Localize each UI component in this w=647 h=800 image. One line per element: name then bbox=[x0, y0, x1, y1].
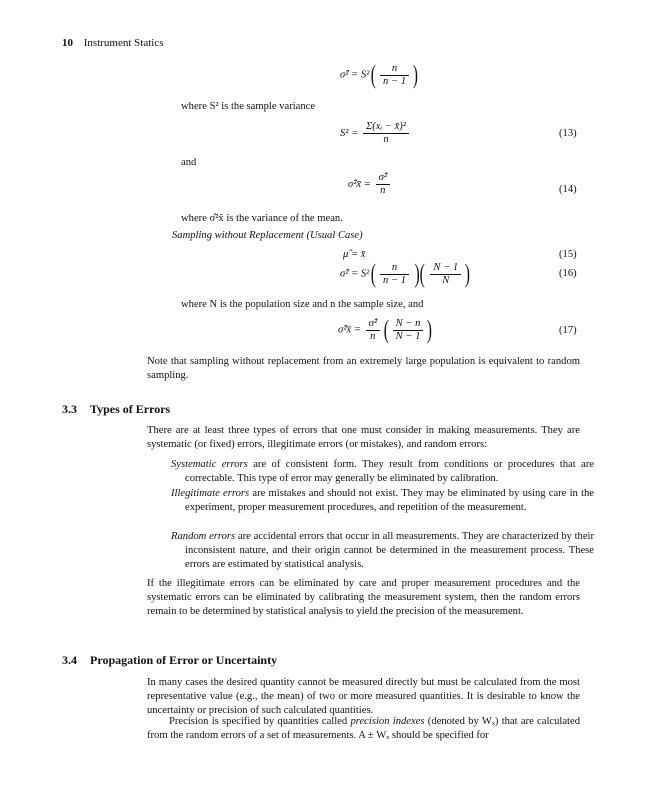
para2-end: (denoted by Wₓ) that are calculated from the random errors of a set of measurements. A ± Wₓ should be specified for bbox=[147, 716, 580, 741]
section-3-3-intro: There are at least three types of errors that one must consider in making measurements. They are systematic (or fixed) errors, illegitimate errors (or mistakes), and random errors: bbox=[147, 425, 580, 450]
eq16-num2: N − 1 bbox=[430, 262, 461, 275]
running-title: Instrument Statics bbox=[83, 37, 164, 49]
section-3-4-title: Propagation of Error or Uncertainty bbox=[90, 653, 278, 667]
eq17-den1: n bbox=[370, 330, 376, 342]
text-illegitimate: are mistakes and should not exist. They may be eliminated by using care in the experiment, proper measurement procedures, and repetition of the measurement. bbox=[185, 488, 594, 513]
eq13-den: n bbox=[383, 134, 389, 145]
eq14-label: (14) bbox=[559, 184, 577, 195]
section-3-3-closing: If the illegitimate errors can be eliminated by care and proper measurement procedures and the systematic errors can be eliminated by calibrating the measurement system, then the random errors remain to be determined by statistical analysis to yield the precision of the measurement. bbox=[147, 578, 580, 617]
population-note: where N is the population size and n the sample size, and bbox=[181, 299, 424, 310]
eq-top-lhs: σ̂² = S² bbox=[340, 69, 370, 81]
variance-mean-text: where σ̂²x̄ is the variance of the mean. bbox=[181, 213, 343, 224]
section-3-3-heading bbox=[62, 402, 170, 417]
list-item-illegitimate bbox=[171, 487, 594, 515]
eq17-den2: N − 1 bbox=[395, 330, 421, 342]
equation-16: σ̂² = S²( $\frac{n}{n - 1}$ )( $\frac{N - 1}{N}$ ) bbox=[340, 259, 471, 288]
para2-term: precision indexes bbox=[350, 716, 425, 727]
eq16-den1: n − 1 bbox=[383, 274, 407, 286]
term-random: Random errors bbox=[171, 531, 236, 542]
text-random: are accidental errors that occur in all measurements. They are characterized by their inconsistent nature, and their origin cannot be determined in the measurement process. These errors are estimated by statistical analysis. bbox=[185, 531, 595, 570]
subsection-heading: Sampling without Replacement (Usual Case) bbox=[172, 230, 363, 241]
list-item-random bbox=[171, 530, 594, 572]
text-systematic: are of consistent form. They result from conditions or procedures that are correctable. This type of error may generally be eliminated by calibration. bbox=[185, 459, 594, 484]
section-3-3-number: 3.3 bbox=[62, 402, 77, 416]
section-3-4-heading bbox=[62, 653, 277, 668]
equation-14 bbox=[348, 172, 392, 197]
eq16-lhs: σ̂² = S² bbox=[340, 268, 370, 280]
eq17-num2: N − n bbox=[393, 318, 424, 331]
eq13-num: Σ(xᵢ − x̄)² bbox=[363, 121, 409, 134]
section-3-4-number: 3.4 bbox=[62, 653, 77, 667]
and-text: and bbox=[181, 157, 197, 168]
list-item-systematic bbox=[171, 458, 594, 486]
eq14-num: σ̂² bbox=[376, 172, 390, 185]
eq14-den: n bbox=[380, 185, 386, 196]
eq17-num1: σ̂² bbox=[366, 318, 380, 331]
equation-13 bbox=[340, 121, 411, 146]
eq13-lhs: S² = bbox=[340, 127, 359, 139]
eq16-num1: n bbox=[380, 262, 409, 275]
term-systematic: Systematic errors bbox=[171, 459, 248, 470]
eq15-label: (15) bbox=[559, 249, 577, 260]
note-paragraph: Note that sampling without replacement from an extremely large population is equivalent to random sampling. bbox=[147, 356, 580, 381]
sample-variance-intro: where S² is the sample variance bbox=[181, 101, 316, 112]
eq13-label: (13) bbox=[559, 128, 577, 139]
page-header bbox=[62, 37, 164, 49]
eq-top-den: n − 1 bbox=[383, 75, 407, 87]
section-3-3-title: Types of Errors bbox=[90, 402, 171, 416]
para2-start: Precision is specified by quantities called bbox=[169, 716, 351, 727]
term-illegitimate: Illegitimate errors bbox=[171, 488, 250, 499]
page-number: 10 bbox=[62, 37, 73, 49]
eq16-label: (16) bbox=[559, 268, 577, 279]
equation-17: σ̂²x̄ = $\frac{\text{σ̂²}}{n}$ ( $\frac{N - n}{N - 1}$ ) bbox=[338, 315, 433, 344]
equation-15: μ̂ = x̄ bbox=[343, 249, 366, 260]
eq-top-num: n bbox=[380, 63, 409, 76]
section-3-4-para2 bbox=[147, 715, 580, 743]
eq17-label: (17) bbox=[559, 325, 577, 336]
equation-top: σ̂² = S²( $\frac{n}{n - 1}$ ) bbox=[340, 60, 418, 89]
section-3-4-para1: In many cases the desired quantity cannot be measured directly but must be calculated from the most representative value (e.g., the mean) of two or more measured quantities. It is desirable to know the uncertainty or precision of such calculated quantities. bbox=[147, 677, 580, 716]
eq14-lhs: σ̂²x̄ = bbox=[348, 178, 371, 190]
eq16-den2: N bbox=[442, 274, 450, 286]
eq17-lhs: σ̂²x̄ = bbox=[338, 324, 361, 336]
